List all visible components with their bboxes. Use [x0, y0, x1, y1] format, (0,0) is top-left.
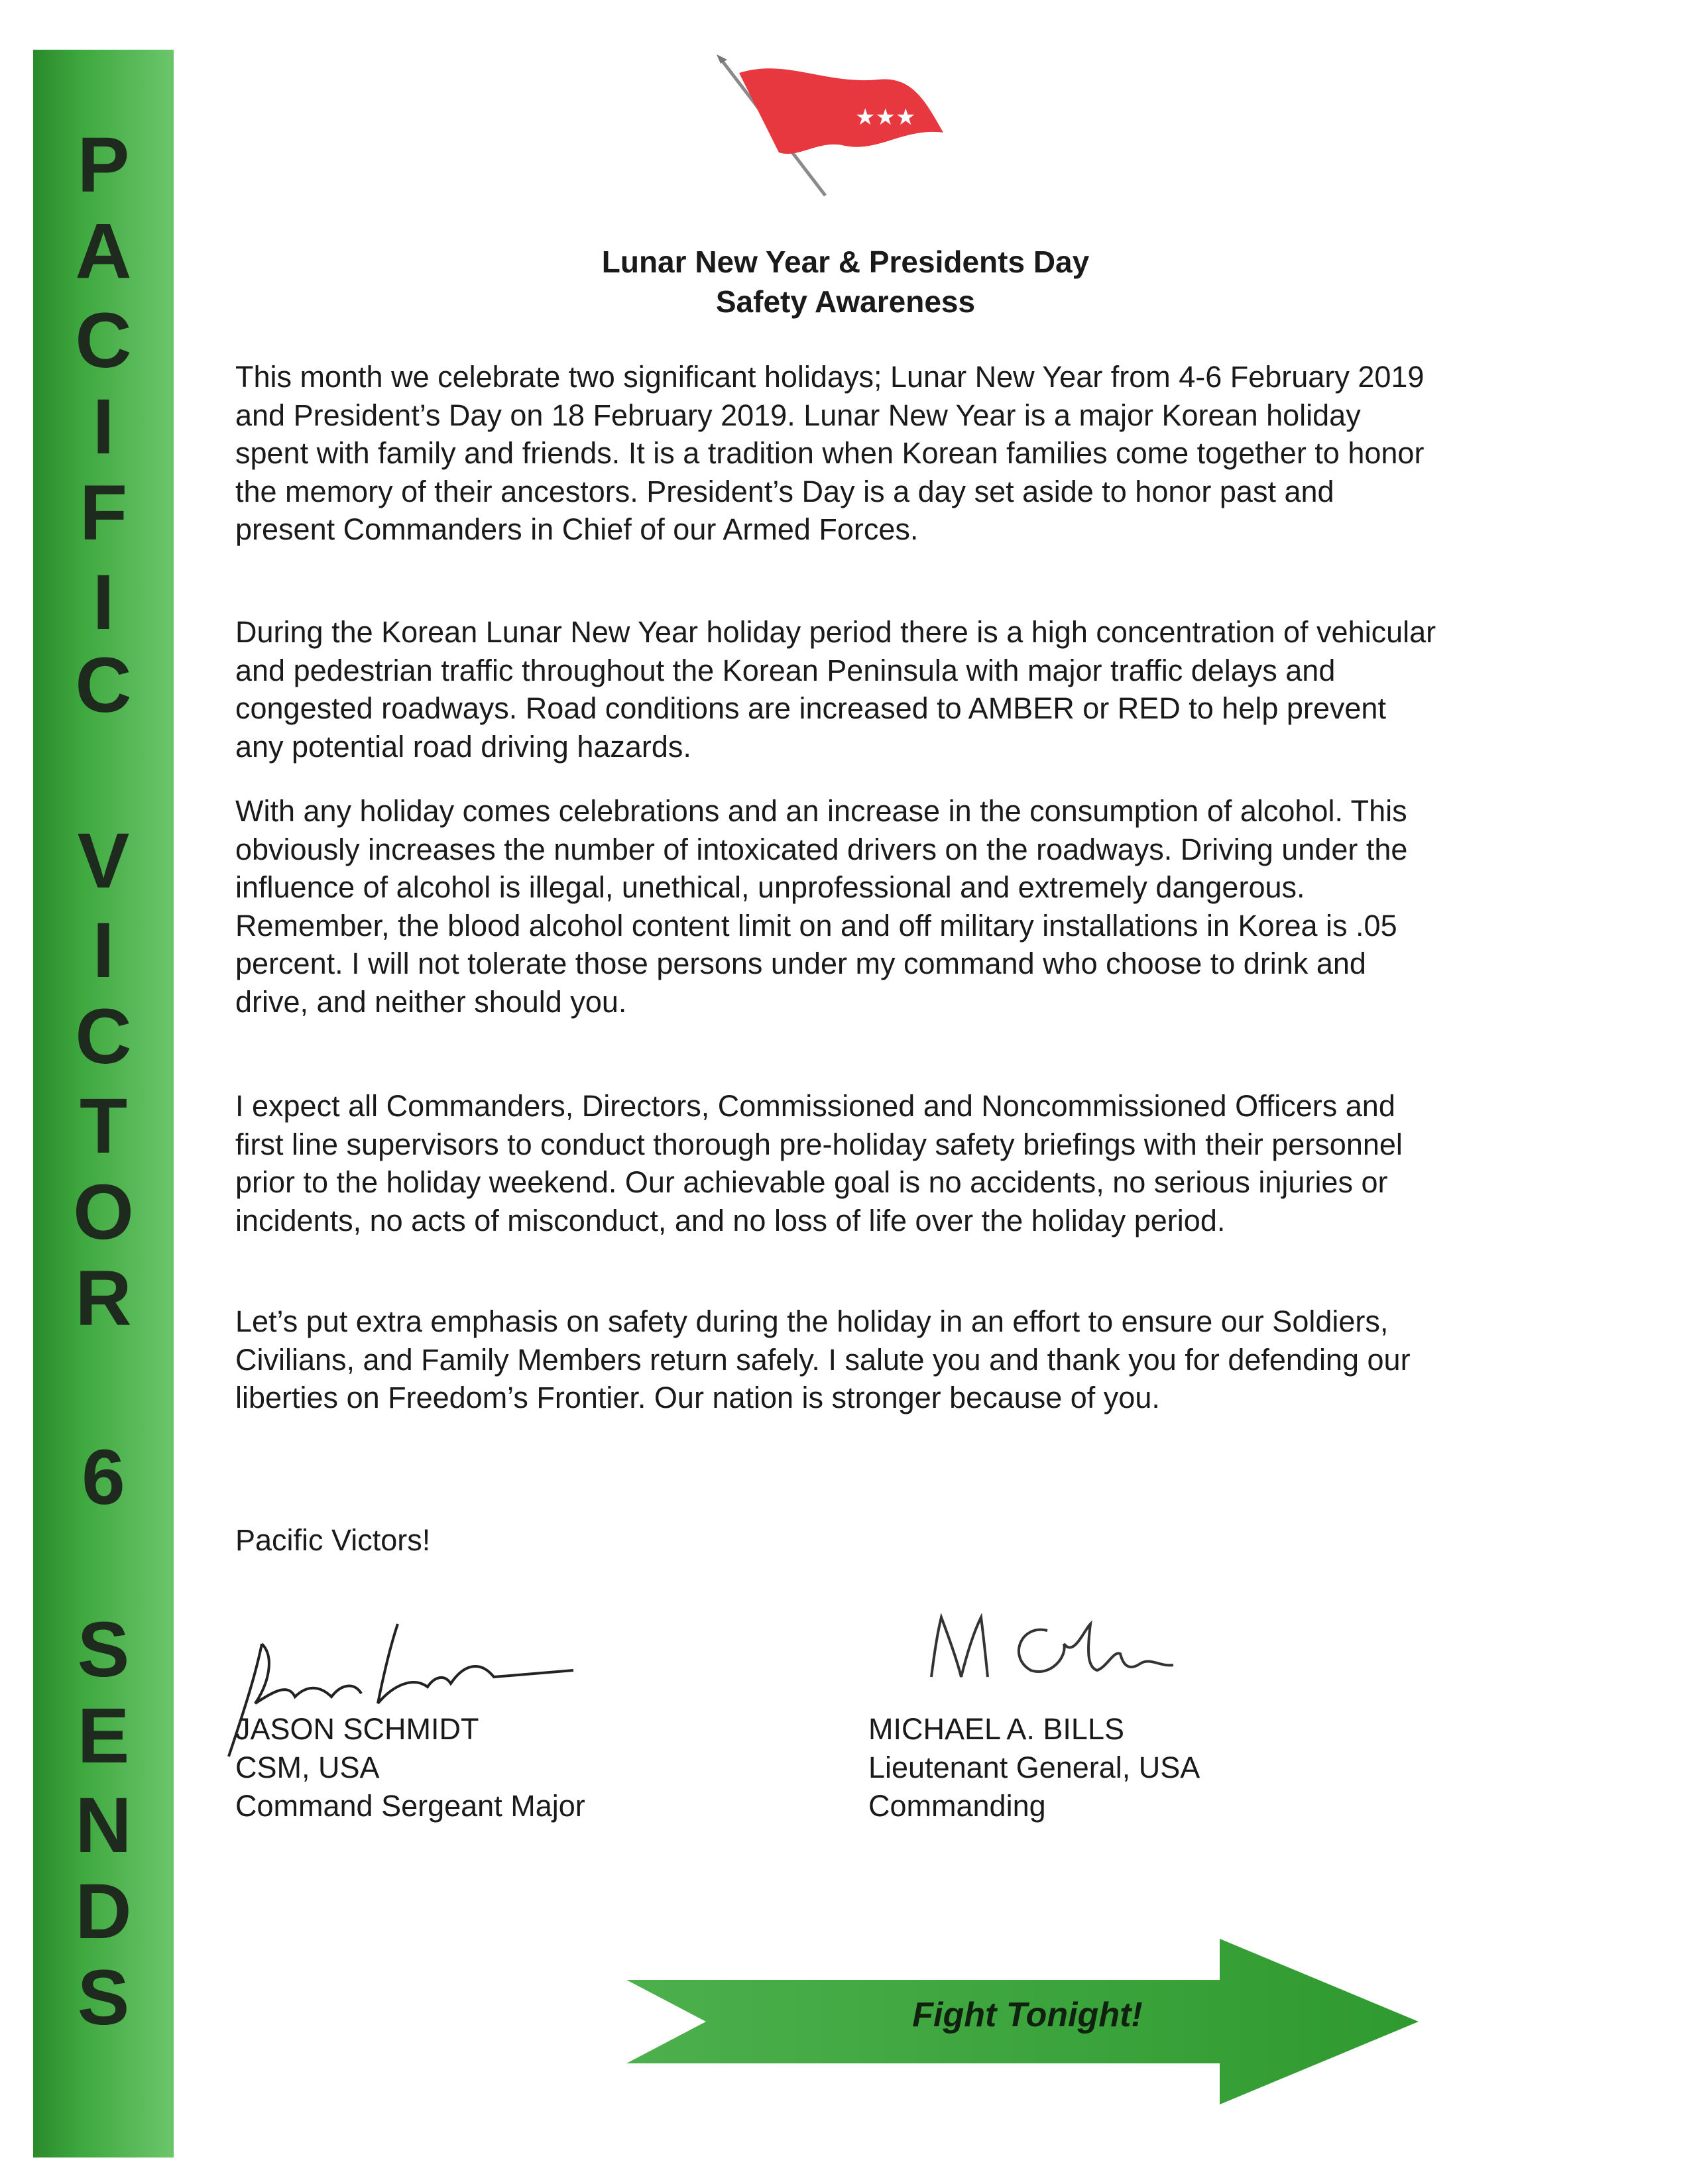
sidebar-letter: C: [75, 297, 132, 384]
sidebar-letter: S: [77, 1954, 130, 2041]
signatory-rank: Lieutenant General, USA: [868, 1751, 1200, 1784]
sidebar-banner: [33, 50, 174, 2157]
signatory-title: Command Sergeant Major: [235, 1789, 585, 1823]
sidebar-letter: R: [75, 1255, 132, 1342]
sidebar-letter: A: [75, 207, 132, 295]
signatory-name: MICHAEL A. BILLS: [868, 1712, 1124, 1746]
sidebar-letter: D: [75, 1868, 132, 1955]
signatory-title: Commanding: [868, 1789, 1046, 1823]
signature-block-right: [868, 1710, 1200, 1825]
sidebar-letter: S: [77, 1606, 130, 1694]
paragraph: During the Korean Lunar New Year holiday period there is a high concentration of vehicular and pedestrian traffic throughout the Korean Peninsula with major traffic delays and congested roadways. Road conditions are increased to AMBER or RED to help prevent any potential road driving hazards.: [235, 615, 1436, 764]
paragraph: This month we celebrate two significant holidays; Lunar New Year from 4-6 February 2019 and President’s Day on 18 February 2019. Lunar New Year is a major Korean holiday spent with family and friends. It is a tradition when Korean families come together to honor the memory of their ancestors. President’s Day is a day set aside to honor past and present Commanders in Chief of our Armed Forces.: [235, 360, 1425, 546]
signatory-name: JASON SCHMIDT: [235, 1712, 479, 1746]
closing-line: Pacific Victors!: [235, 1523, 431, 1557]
sidebar-letter: F: [79, 469, 128, 557]
paragraph: I expect all Commanders, Directors, Commissioned and Noncommissioned Officers and first line supervisors to conduct thorough pre-holiday safety briefings with their personnel prior to the holiday weekend. Our achievable goal is no accidents, no serious injuries or incidents, no acts of misconduct, and no loss of life over the holiday period.: [235, 1089, 1403, 1237]
sidebar-letter: C: [75, 993, 132, 1080]
sidebar-letter: I: [92, 907, 115, 994]
three-star-general-flag-icon: [713, 53, 964, 199]
signature-block-left: [235, 1710, 585, 1825]
sidebar-vertical-text: [33, 50, 174, 2157]
fight-tonight-label: Fight Tonight!: [912, 1996, 1143, 2034]
sidebar-letter: I: [92, 559, 115, 646]
paragraph: With any holiday comes celebrations and an increase in the consumption of alcohol. This obviously increases the number of intoxicated drivers on the roadways. Driving under the influence of alcohol is illegal, unethical, unprofessional and extremely dangerous. Remember, the blood alcohol content limit on and off military installations in Korea is .05 percent. I will not tolerate those persons under my command who choose to drink and drive, and neither should you.: [235, 794, 1408, 1019]
document-title: Lunar New Year & Presidents Day: [601, 245, 1090, 279]
sidebar-letter: N: [75, 1782, 132, 1869]
sidebar-letter: C: [75, 642, 132, 729]
svg-text:★★★: ★★★: [855, 104, 916, 131]
paragraph: Let’s put extra emphasis on safety during the holiday in an effort to ensure our Soldiers, Civilians, and Family Members return safely. I salute you and thank you for defending our liberties on Freedom’s Frontier. Our nation is stronger because of you.: [235, 1304, 1411, 1414]
signatory-rank: CSM, USA: [235, 1751, 380, 1784]
sidebar-letter: V: [77, 817, 130, 905]
sidebar-letter: I: [92, 383, 115, 471]
sidebar-letter: 6: [82, 1434, 125, 1521]
sidebar-letter: P: [77, 121, 130, 209]
sidebar-letter: O: [73, 1169, 134, 1256]
sidebar-letter: E: [77, 1692, 130, 1780]
sidebar-letter: T: [79, 1082, 128, 1170]
document-subtitle: Safety Awareness: [715, 284, 976, 319]
signature-bills: [921, 1604, 1206, 1703]
